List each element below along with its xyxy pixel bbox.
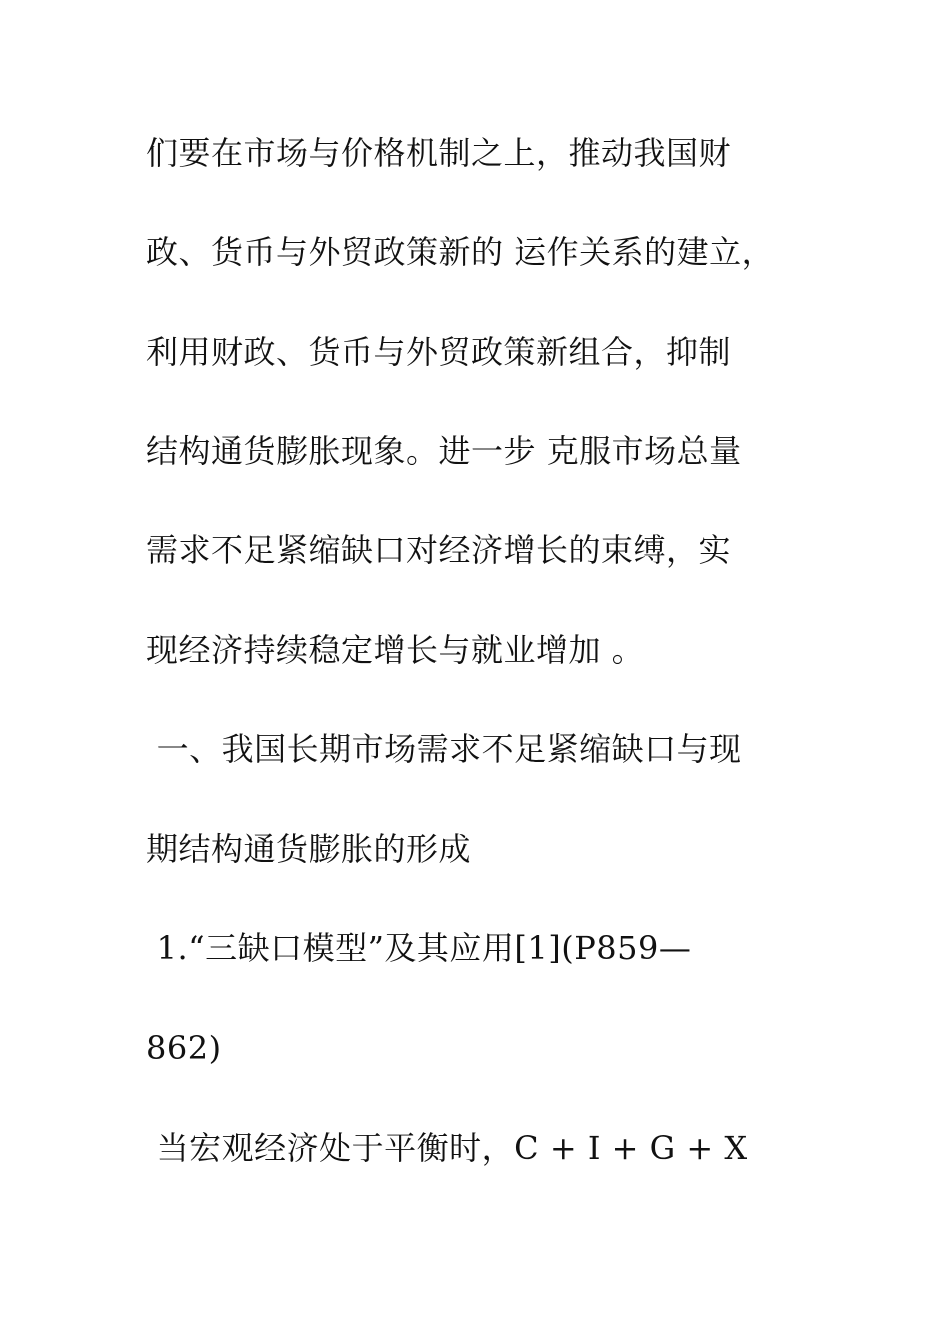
text-line-equation: 当宏观经济处于平衡时，C + I + G + X (146, 1129, 748, 1167)
text-line-4: 结构通货膨胀现象。进一步 克服市场总量 (146, 432, 742, 470)
text-line-5: 需求不足紧缩缺口对经济增长的束缚，实 (146, 531, 732, 569)
text-line-2: 政、货币与外贸政策新的 运作关系的建立， (146, 233, 775, 271)
section-heading-line-2: 期结构通货膨胀的形成 (146, 830, 472, 868)
subsection-heading-line-1: 1.“三缺口模型”及其应用[1](P859— (146, 929, 692, 967)
section-heading-line-1: 一、我国长期市场需求不足紧缩缺口与现 (146, 730, 742, 768)
subsection-heading-line-2: 862) (146, 1029, 222, 1067)
text-line-6: 现经济持续稳定增长与就业增加 。 (146, 631, 645, 669)
text-line-1: 们要在市场与价格机制之上，推动我国财 (146, 134, 732, 172)
text-line-3: 利用财政、货币与外贸政策新组合，抑制 (146, 333, 732, 371)
